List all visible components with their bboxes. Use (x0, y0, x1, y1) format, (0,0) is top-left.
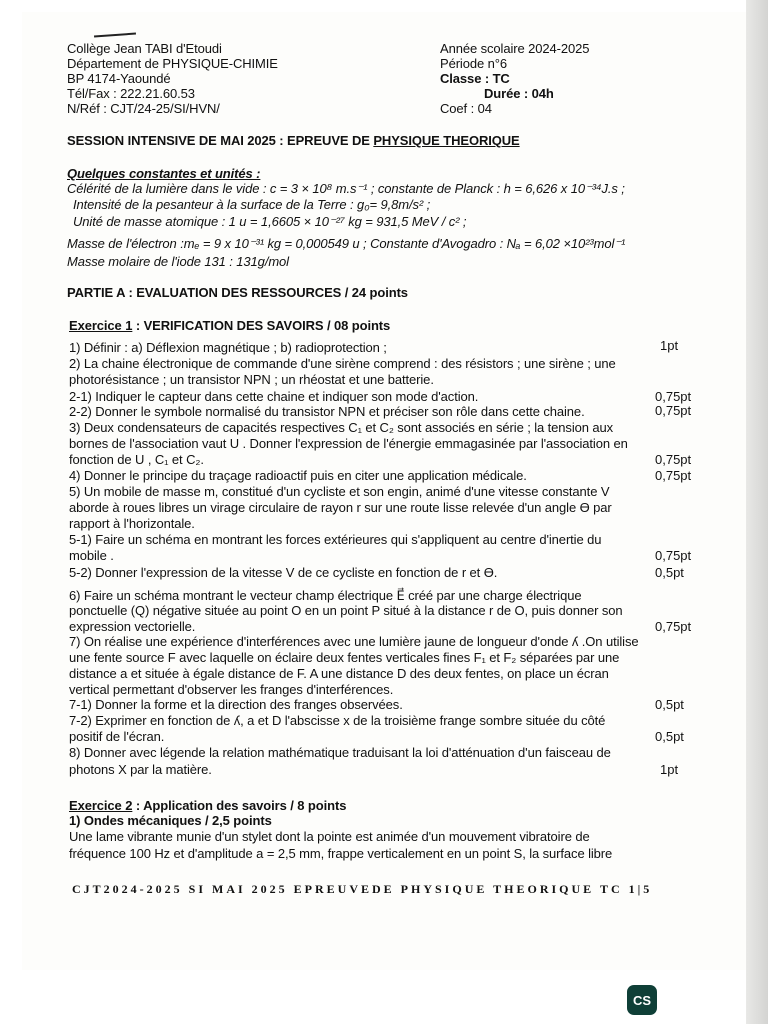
question-line: 2-2) Donner le symbole normalisé du transistor NPN et préciser son rôle dans cette chaine. (69, 404, 585, 419)
question-line: rapport à l'horizontale. (69, 516, 195, 531)
question-line: 7-1) Donner la forme et la direction des franges observées. (69, 697, 403, 712)
question-points: 0,5pt (655, 697, 684, 712)
logo-text: CS (632, 992, 652, 1008)
question-line: 2) La chaine électronique de commande d'une sirène comprend : des résistors ; une sirène ; une (69, 356, 616, 371)
question-line: photons X par la matière. (69, 762, 212, 777)
page-footer: CJT2024-2025 SI MAI 2025 EPREUVEDE PHYSIQUE THEORIQUE TC 1|5 (72, 882, 653, 896)
question-line: aborde à roues libres un virage circulaire de rayon r sur une route lisse relevée d'un angle ϴ par (69, 500, 612, 515)
question-line: 5-1) Faire un schéma en montrant les forces extérieures qui s'appliquent au centre d'inertie du (69, 532, 602, 547)
question-points: 0,75pt (655, 389, 692, 404)
page-edge-shadow (746, 0, 768, 1024)
exam-title (67, 133, 520, 148)
exercise-2-label: Exercice 2 (69, 798, 133, 813)
duration: Durée : 04h (484, 86, 554, 101)
question-line: 7-2) Exprimer en fonction de ʎ, a et D l'abscisse x de la troisième frange sombre située du côté (69, 713, 606, 728)
coefficient: Coef : 04 (440, 101, 492, 116)
exercise-2-line: fréquence 100 Hz et d'amplitude a = 2,5 mm, frappe verticalement en un point S, la surface libre (69, 846, 613, 861)
constants-line: Célérité de la lumière dans le vide : c = 3 × 10⁸ m.s⁻¹ ; constante de Planck : h = 6,626 x 10⁻³⁴J.s ; (67, 181, 625, 196)
question-points: 0,75pt (655, 468, 692, 483)
title-prefix: SESSION INTENSIVE DE MAI 2025 : EPREUVE DE (67, 133, 374, 148)
exercise-2-subheading: 1) Ondes mécaniques / 2,5 points (69, 813, 272, 828)
question-line: 6) Faire un schéma montrant le vecteur champ électrique E⃗ créé par une charge électrique (69, 588, 582, 603)
question-line: bornes de l'association vaut U . Donner l'expression de l'énergie emmagasinée par l'association en (69, 436, 628, 451)
title-subject: PHYSIQUE THEORIQUE (373, 133, 520, 148)
constants-line: Intensité de la pesanteur à la surface de la Terre : g₀= 9,8m/s² ; (73, 197, 431, 212)
exercise-2-line: Une lame vibrante munie d'un stylet dont la pointe est animée d'un mouvement vibratoire de (69, 829, 590, 844)
question-line: photorésistance ; un transistor NPN ; un rhéostat et une batterie. (69, 372, 434, 387)
question-points: 0,5pt (655, 729, 684, 744)
exercise-1-title: : VERIFICATION DES SAVOIRS / 08 points (132, 318, 391, 333)
question-line: 5-2) Donner l'expression de la vitesse V de ce cycliste en fonction de r et ϴ. (69, 565, 498, 580)
question-line: 4) Donner le principe du traçage radioactif puis en citer une application médicale. (69, 468, 527, 483)
school-name: Collège Jean TABI d'Etoudi (67, 41, 222, 56)
school-year: Année scolaire 2024-2025 (440, 41, 590, 56)
question-line: vertical permettant d'observer les franges d'interférences. (69, 682, 394, 697)
question-points: 0,75pt (655, 403, 692, 418)
question-points: 0,75pt (655, 548, 692, 563)
question-line: fonction de U , C₁ et C₂. (69, 452, 204, 467)
question-line: 7) On réalise une expérience d'interférences avec une lumière jaune de longueur d'onde ʎ .On utilise (69, 634, 639, 649)
class: Classe : TC (440, 71, 510, 86)
question-line: 5) Un mobile de masse m, constitué d'un cycliste et son engin, animé d'une vitesse constante V (69, 484, 610, 499)
exercise-1-label: Exercice 1 (69, 318, 133, 333)
question-line: ponctuelle (Q) négative située au point O en un point P situé à la distance r de O, puis donner son (69, 603, 623, 618)
question-points: 0,75pt (655, 619, 692, 634)
question-line: 8) Donner avec légende la relation mathématique traduisant la loi d'atténuation d'un faisceau de (69, 745, 611, 760)
question-points: 1pt (660, 338, 679, 353)
constants-line: Masse de l'électron :mₑ = 9 x 10⁻³¹ kg = 0,000549 u ; Constante d'Avogadro : Nₐ = 6,02 ×10²³mol⁻¹ (67, 236, 626, 251)
exercise-2-title: : Application des savoirs / 8 points (132, 798, 347, 813)
reference: N/Réf : CJT/24-25/SI/HVN/ (67, 101, 220, 116)
question-line: mobile . (69, 548, 114, 563)
period: Période n°6 (440, 56, 507, 71)
camscanner-logo (627, 985, 657, 1015)
constants-line: Unité de masse atomique : 1 u = 1,6605 × 10⁻²⁷ kg = 931,5 MeV / c² ; (73, 214, 467, 229)
phone: Tél/Fax : 222.21.60.53 (67, 86, 195, 101)
question-line: 1) Définir : a) Déflexion magnétique ; b) radioprotection ; (69, 340, 387, 355)
question-line: 3) Deux condensateurs de capacités respectives C₁ et C₂ sont associés en série ; la tension aux (69, 420, 614, 435)
department: Département de PHYSIQUE-CHIMIE (67, 56, 278, 71)
question-line: distance a et située à égale distance de F. A une distance D des deux fentes, on place un écran (69, 666, 609, 681)
question-line: une fente source F avec laquelle on éclaire deux fentes verticales fines F₁ et F₂ séparées par une (69, 650, 620, 665)
address: BP 4174-Yaoundé (67, 71, 171, 86)
question-points: 1pt (660, 762, 679, 777)
question-points: 0,5pt (655, 565, 684, 580)
question-line: expression vectorielle. (69, 619, 196, 634)
part-a-heading: PARTIE A : EVALUATION DES RESSOURCES / 24 points (67, 285, 408, 300)
question-line: 2-1) Indiquer le capteur dans cette chaine et indiquer son mode d'action. (69, 389, 479, 404)
question-points: 0,75pt (655, 452, 692, 467)
constants-line: Masse molaire de l'iode 131 : 131g/mol (67, 254, 289, 269)
exercise-2-heading (69, 798, 346, 813)
constants-heading: Quelques constantes et unités : (67, 166, 261, 181)
question-line: positif de l'écran. (69, 729, 165, 744)
exercise-1-heading (69, 318, 390, 333)
